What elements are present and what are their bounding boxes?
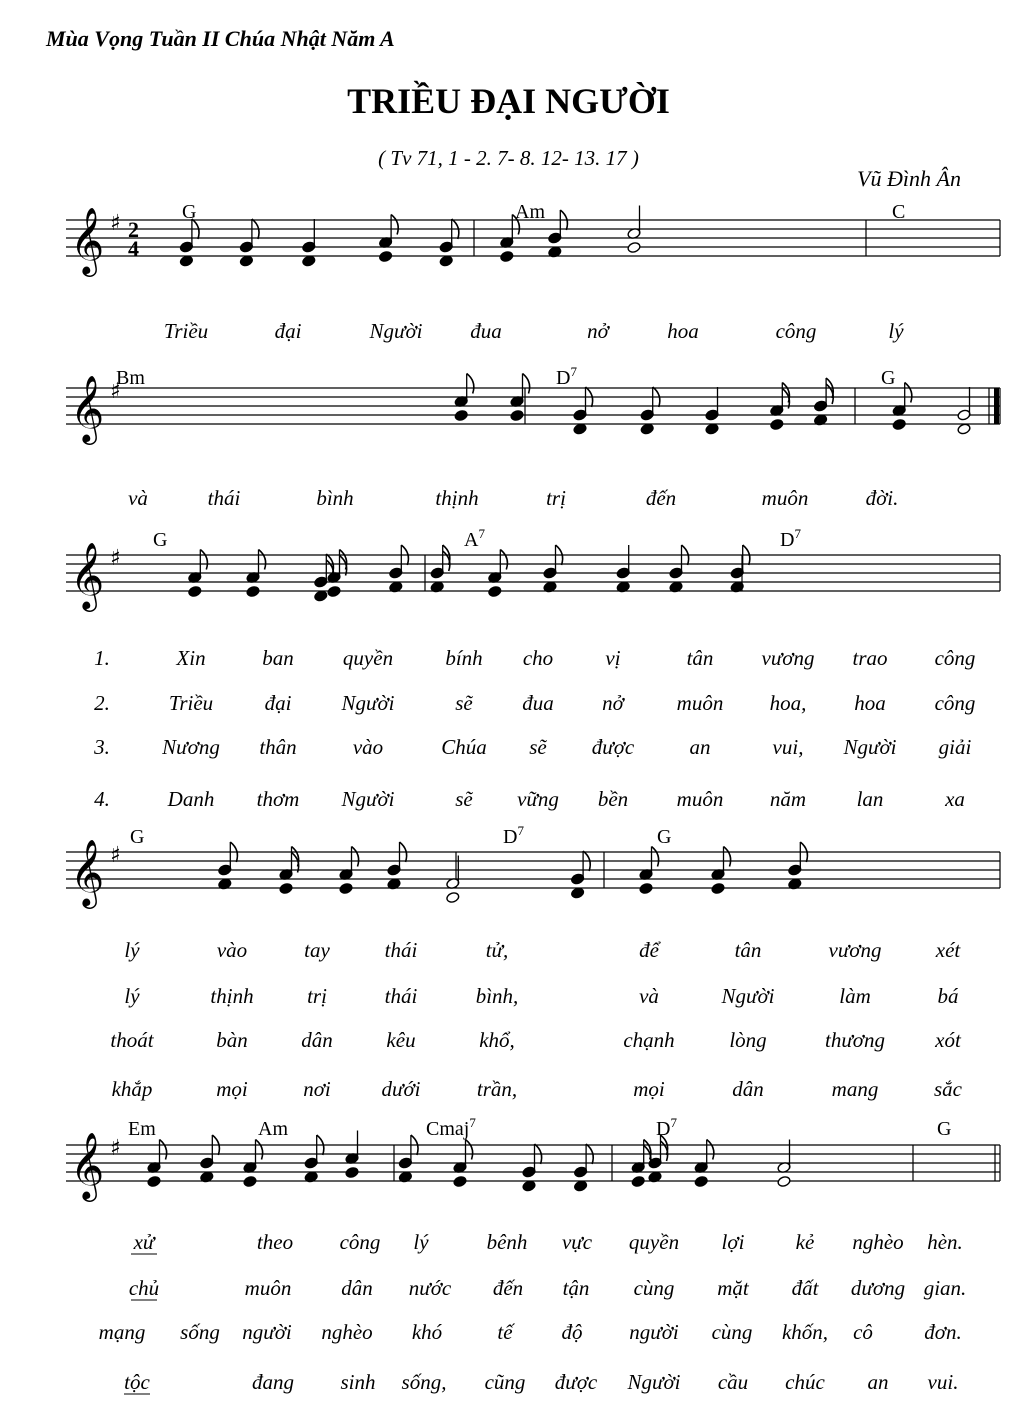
lyric-word: muôn	[676, 691, 724, 715]
note-head-lower	[327, 585, 341, 597]
lyric-word: bênh	[486, 1230, 528, 1254]
lyric-word: theo	[256, 1230, 294, 1254]
lyric-word: bình	[316, 486, 354, 510]
lyric-word: tận	[562, 1276, 590, 1300]
note-flag	[724, 847, 731, 867]
lyric-word: công	[339, 1230, 381, 1254]
note-head-lower	[570, 887, 584, 899]
lyric-word: sống,	[401, 1370, 447, 1394]
lyric-word: đua	[522, 691, 554, 715]
note-head-lower	[339, 882, 353, 894]
chord-symbol: Em	[128, 1118, 156, 1140]
note-head-lower	[488, 585, 502, 597]
lyric-word: 2.	[94, 691, 110, 715]
lyric-word: hoa	[854, 691, 886, 715]
lyric-word: muôn	[244, 1276, 292, 1300]
lyric-word: công	[934, 646, 976, 670]
lyric-word: tân	[686, 646, 714, 670]
lyric-word: đang	[252, 1370, 294, 1394]
note-flag	[467, 374, 474, 394]
lyric-word: Người	[341, 787, 395, 811]
lyric-word: tế	[497, 1320, 513, 1344]
chord-symbol: $A^7$	[464, 526, 485, 551]
lyric-word: an	[689, 735, 711, 759]
note-flag	[523, 374, 530, 394]
note-head-lower	[314, 590, 328, 602]
note-head-lower	[243, 1175, 257, 1187]
chord-symbol: G	[182, 201, 197, 223]
lyric-word: lý	[413, 1230, 429, 1254]
lyric-word: công	[934, 691, 976, 715]
lyric-word: bá	[937, 984, 959, 1008]
note-head-lower	[147, 1175, 161, 1187]
lyric-word: cùng	[633, 1276, 675, 1300]
lyric-word: trị	[307, 984, 327, 1008]
lyric-word: người	[629, 1320, 679, 1344]
lyric-word: thơm	[256, 787, 300, 811]
lyric-word: vương	[828, 938, 882, 962]
lyric-word: gian.	[923, 1276, 967, 1300]
lyric-word: đại	[264, 691, 292, 715]
treble-clef-4: 𝄞	[70, 838, 105, 906]
lyric-word: cùng	[711, 1320, 753, 1344]
lyric-word: tay	[304, 938, 330, 962]
note-flag	[707, 1140, 714, 1160]
note-head-lower	[500, 250, 514, 262]
lyric-word: dân	[732, 1077, 764, 1101]
note-head-lower	[302, 255, 316, 267]
chord-symbol: G	[881, 367, 896, 389]
note-head-lower	[770, 418, 784, 430]
note-head-lower	[694, 1175, 708, 1187]
lyric-word: sắc	[934, 1077, 962, 1101]
lyric-word: Nương	[162, 735, 220, 759]
lyric-word: Người	[369, 319, 423, 343]
lyric-word: khắp	[111, 1077, 153, 1101]
note-flag	[160, 1140, 167, 1160]
lyric-word: ban	[262, 646, 294, 670]
note-head-lower	[454, 409, 468, 421]
note-head-lower	[573, 423, 587, 435]
chord-symbol: Am	[515, 201, 545, 223]
lyric-word: và	[639, 984, 659, 1008]
note-flag	[200, 550, 207, 570]
lyric-word: bền	[597, 787, 629, 811]
lyric-word: được	[554, 1370, 598, 1394]
note-head-lower	[522, 1180, 536, 1192]
note-head-lower	[711, 882, 725, 894]
note-head-lower	[188, 585, 202, 597]
lyric-word: hoa,	[769, 691, 807, 715]
lyric-word: lợi	[721, 1230, 745, 1254]
note-head-lower	[640, 423, 654, 435]
lyric-word: đời.	[865, 486, 899, 510]
lyric-word: Người	[843, 735, 897, 759]
key-signature-sharp-4: ♯	[110, 843, 121, 868]
note-head-lower	[345, 1166, 359, 1178]
lyric-word: giải	[938, 735, 972, 759]
note-flag	[391, 215, 398, 235]
lyric-word: đua	[470, 319, 502, 343]
lyric-word: 1.	[94, 646, 110, 670]
lyric-word: tộc	[124, 1370, 150, 1394]
note-head-lower	[239, 255, 253, 267]
lyric-word: khốn,	[781, 1320, 829, 1344]
key-signature-sharp-1: ♯	[110, 211, 121, 236]
note-head-lower	[705, 423, 719, 435]
lyric-word: trần,	[476, 1077, 518, 1101]
lyric-word: người	[242, 1320, 292, 1344]
lyric-word: dân	[301, 1028, 333, 1052]
note-head-lower	[892, 418, 906, 430]
lyric-word: chúc	[785, 1370, 825, 1394]
chord-symbol: G	[130, 826, 145, 848]
psalm-reference: ( Tv 71, 1 - 2. 7- 8. 12- 13. 17 )	[378, 146, 639, 170]
lyric-word: mạng	[98, 1320, 146, 1344]
chord-symbol: Am	[258, 1118, 288, 1140]
lyric-word: dân	[341, 1276, 373, 1300]
lyric-word: tử,	[485, 938, 509, 962]
lyric-word: bàn	[216, 1028, 248, 1052]
chord-symbol: $D^7$	[503, 823, 524, 848]
lyric-word: Xin	[176, 646, 206, 670]
lyric-word: mặt	[717, 1276, 749, 1300]
chord-symbol: Cmaj$^7$	[426, 1115, 476, 1140]
note-flag	[256, 1140, 263, 1160]
lyric-word: đại	[274, 319, 302, 343]
lyric-word: vương	[761, 646, 815, 670]
treble-clef-3: 𝄞	[70, 541, 105, 609]
key-signature-sharp-5: ♯	[110, 1136, 121, 1161]
lyric-word: đến	[645, 486, 677, 510]
lyric-word: công	[775, 319, 817, 343]
lyric-word: xa	[945, 787, 965, 811]
season-heading: Mùa Vọng Tuần II Chúa Nhật Năm A	[46, 26, 395, 51]
lyric-word: và	[128, 486, 148, 510]
lyric-word: hèn.	[927, 1230, 963, 1254]
note-head-lower	[957, 423, 971, 435]
note-flag	[259, 550, 266, 570]
lyric-word: đến	[492, 1276, 524, 1300]
note-head-lower	[439, 255, 453, 267]
lyric-word: 4.	[94, 787, 110, 811]
lyric-word: 3.	[94, 735, 110, 759]
note-head-lower	[246, 585, 260, 597]
lyric-word: vào	[352, 735, 384, 759]
lyric-word: kêu	[386, 1028, 416, 1052]
note-flag	[652, 847, 659, 867]
lyric-word: dương	[850, 1276, 906, 1300]
lyric-word: bính	[445, 646, 483, 670]
lyric-word: sống	[180, 1320, 220, 1344]
note-flag	[352, 847, 359, 867]
lyric-word: quyền	[342, 646, 394, 670]
lyric-word: đất	[791, 1276, 819, 1300]
staff-system-4	[66, 823, 1000, 1101]
lyric-word: xót	[935, 1028, 961, 1052]
lyric-word: mang	[831, 1077, 879, 1101]
lyric-word: sẽ	[455, 691, 473, 715]
composer-name: Vũ Đình Ân	[857, 166, 961, 191]
lyric-word: nở	[602, 691, 624, 715]
lyric-word: nghèo	[321, 1320, 373, 1344]
lyric-word: cho	[522, 646, 554, 670]
note-head-lower	[777, 1175, 791, 1187]
note-head-lower	[631, 1175, 645, 1187]
lyric-word: vị	[605, 646, 621, 670]
lyric-word: thương	[825, 1028, 885, 1052]
note-flag	[905, 383, 912, 403]
lyric-word: lan	[856, 787, 884, 811]
lyric-word: lòng	[729, 1028, 767, 1052]
key-signature-sharp-2: ♯	[110, 379, 121, 404]
staff-system-1	[66, 201, 1000, 343]
note-head-lower	[378, 250, 392, 262]
lyric-word: thoát	[110, 1028, 154, 1052]
note-head-lower	[179, 255, 193, 267]
treble-clef-2: 𝄞	[70, 374, 105, 442]
lyric-word: độ	[561, 1320, 583, 1344]
lyric-word: cô	[853, 1320, 873, 1344]
chord-symbol: C	[892, 201, 906, 223]
lyric-word: thân	[259, 735, 297, 759]
lyric-word: mọi	[216, 1077, 248, 1101]
song-title: TRIỀU ĐẠI NGƯỜI	[347, 81, 670, 121]
lyric-word: sẽ	[455, 787, 473, 811]
lyric-word: được	[591, 735, 635, 759]
lyric-word: dưới	[381, 1077, 421, 1101]
note-head-lower	[627, 241, 641, 253]
lyric-word: mọi	[633, 1077, 665, 1101]
lyric-word: khổ,	[479, 1028, 515, 1052]
treble-clef-5: 𝄞	[70, 1131, 105, 1199]
key-signature-sharp-3: ♯	[110, 546, 121, 571]
note-flag	[466, 1140, 473, 1160]
lyric-word: muôn	[676, 787, 724, 811]
staff-system-5	[66, 1115, 1000, 1394]
lyric-word: lý	[888, 319, 904, 343]
lyric-word: Người	[341, 691, 395, 715]
lyric-word: thịnh	[210, 984, 254, 1008]
final-bar-line	[994, 388, 999, 424]
lyric-word: nghèo	[852, 1230, 904, 1254]
chord-symbol: G	[153, 529, 168, 551]
lyric-word: khó	[411, 1320, 443, 1344]
lyric-word: Triều	[163, 319, 209, 343]
note-head-lower	[510, 409, 524, 421]
chord-symbol: G	[937, 1118, 952, 1140]
lyric-word: vực	[561, 1230, 593, 1254]
chord-symbol: $D^7$	[556, 364, 577, 389]
chord-symbol: G	[657, 826, 672, 848]
lyric-word: nơi	[303, 1077, 331, 1101]
lyric-word: trao	[852, 646, 888, 670]
lyric-word: đơn.	[924, 1320, 962, 1344]
lyric-word: thái	[384, 984, 418, 1008]
lyric-word: làm	[839, 984, 871, 1008]
lyric-word: thái	[384, 938, 418, 962]
note-head-lower	[453, 1175, 467, 1187]
lyric-word: bình,	[475, 984, 519, 1008]
chord-symbol: $D^7$	[780, 526, 801, 551]
note-head-lower	[573, 1180, 587, 1192]
lyric-word: vào	[216, 938, 248, 962]
lyric-word: Danh	[167, 787, 215, 811]
note-head-lower	[639, 882, 653, 894]
lyric-word: hoa	[667, 319, 699, 343]
lyric-word: thái	[207, 486, 241, 510]
lyric-word: trị	[546, 486, 566, 510]
lyric-word: sinh	[340, 1370, 376, 1394]
lyric-word: chạnh	[623, 1028, 675, 1052]
lyric-word: vui,	[772, 735, 804, 759]
lyric-word: cũng	[484, 1370, 526, 1394]
treble-clef-1: 𝄞	[70, 206, 105, 274]
chord-symbol: Bm	[116, 367, 145, 389]
lyric-word: vững	[517, 787, 559, 811]
lyric-word: Chúa	[441, 735, 487, 759]
lyric-word: nước	[408, 1276, 452, 1300]
staff-system-3	[66, 526, 1000, 811]
lyric-word: tân	[734, 938, 762, 962]
note-head-lower	[279, 882, 293, 894]
lyric-word: vui.	[927, 1370, 959, 1394]
lyric-word: xử	[133, 1230, 155, 1254]
time-signature-top: 2	[128, 217, 139, 242]
lyric-word: Người	[721, 984, 775, 1008]
lyric-word: kẻ	[795, 1230, 815, 1254]
lyric-word: Người	[627, 1370, 681, 1394]
note-flag	[500, 550, 507, 570]
lyric-word: xét	[935, 938, 961, 962]
lyric-word: muôn	[761, 486, 809, 510]
lyric-word: cầu	[717, 1370, 749, 1394]
time-signature-bottom: 4	[128, 236, 139, 261]
lyric-word: lý	[124, 938, 140, 962]
lyric-word: Triều	[168, 691, 214, 715]
lyric-word: năm	[769, 787, 807, 811]
lyric-word: lý	[124, 984, 140, 1008]
lyric-word: để	[639, 938, 659, 962]
lyric-word: an	[867, 1370, 889, 1394]
lyric-word: chủ	[128, 1276, 160, 1300]
lyric-word: nở	[587, 319, 609, 343]
staff-system-2	[66, 364, 1000, 510]
lyric-word: quyền	[628, 1230, 680, 1254]
chord-symbol: $D^7$	[656, 1115, 677, 1140]
lyric-word: thịnh	[435, 486, 479, 510]
note-head-lower	[446, 891, 460, 903]
lyric-word: sẽ	[529, 735, 547, 759]
